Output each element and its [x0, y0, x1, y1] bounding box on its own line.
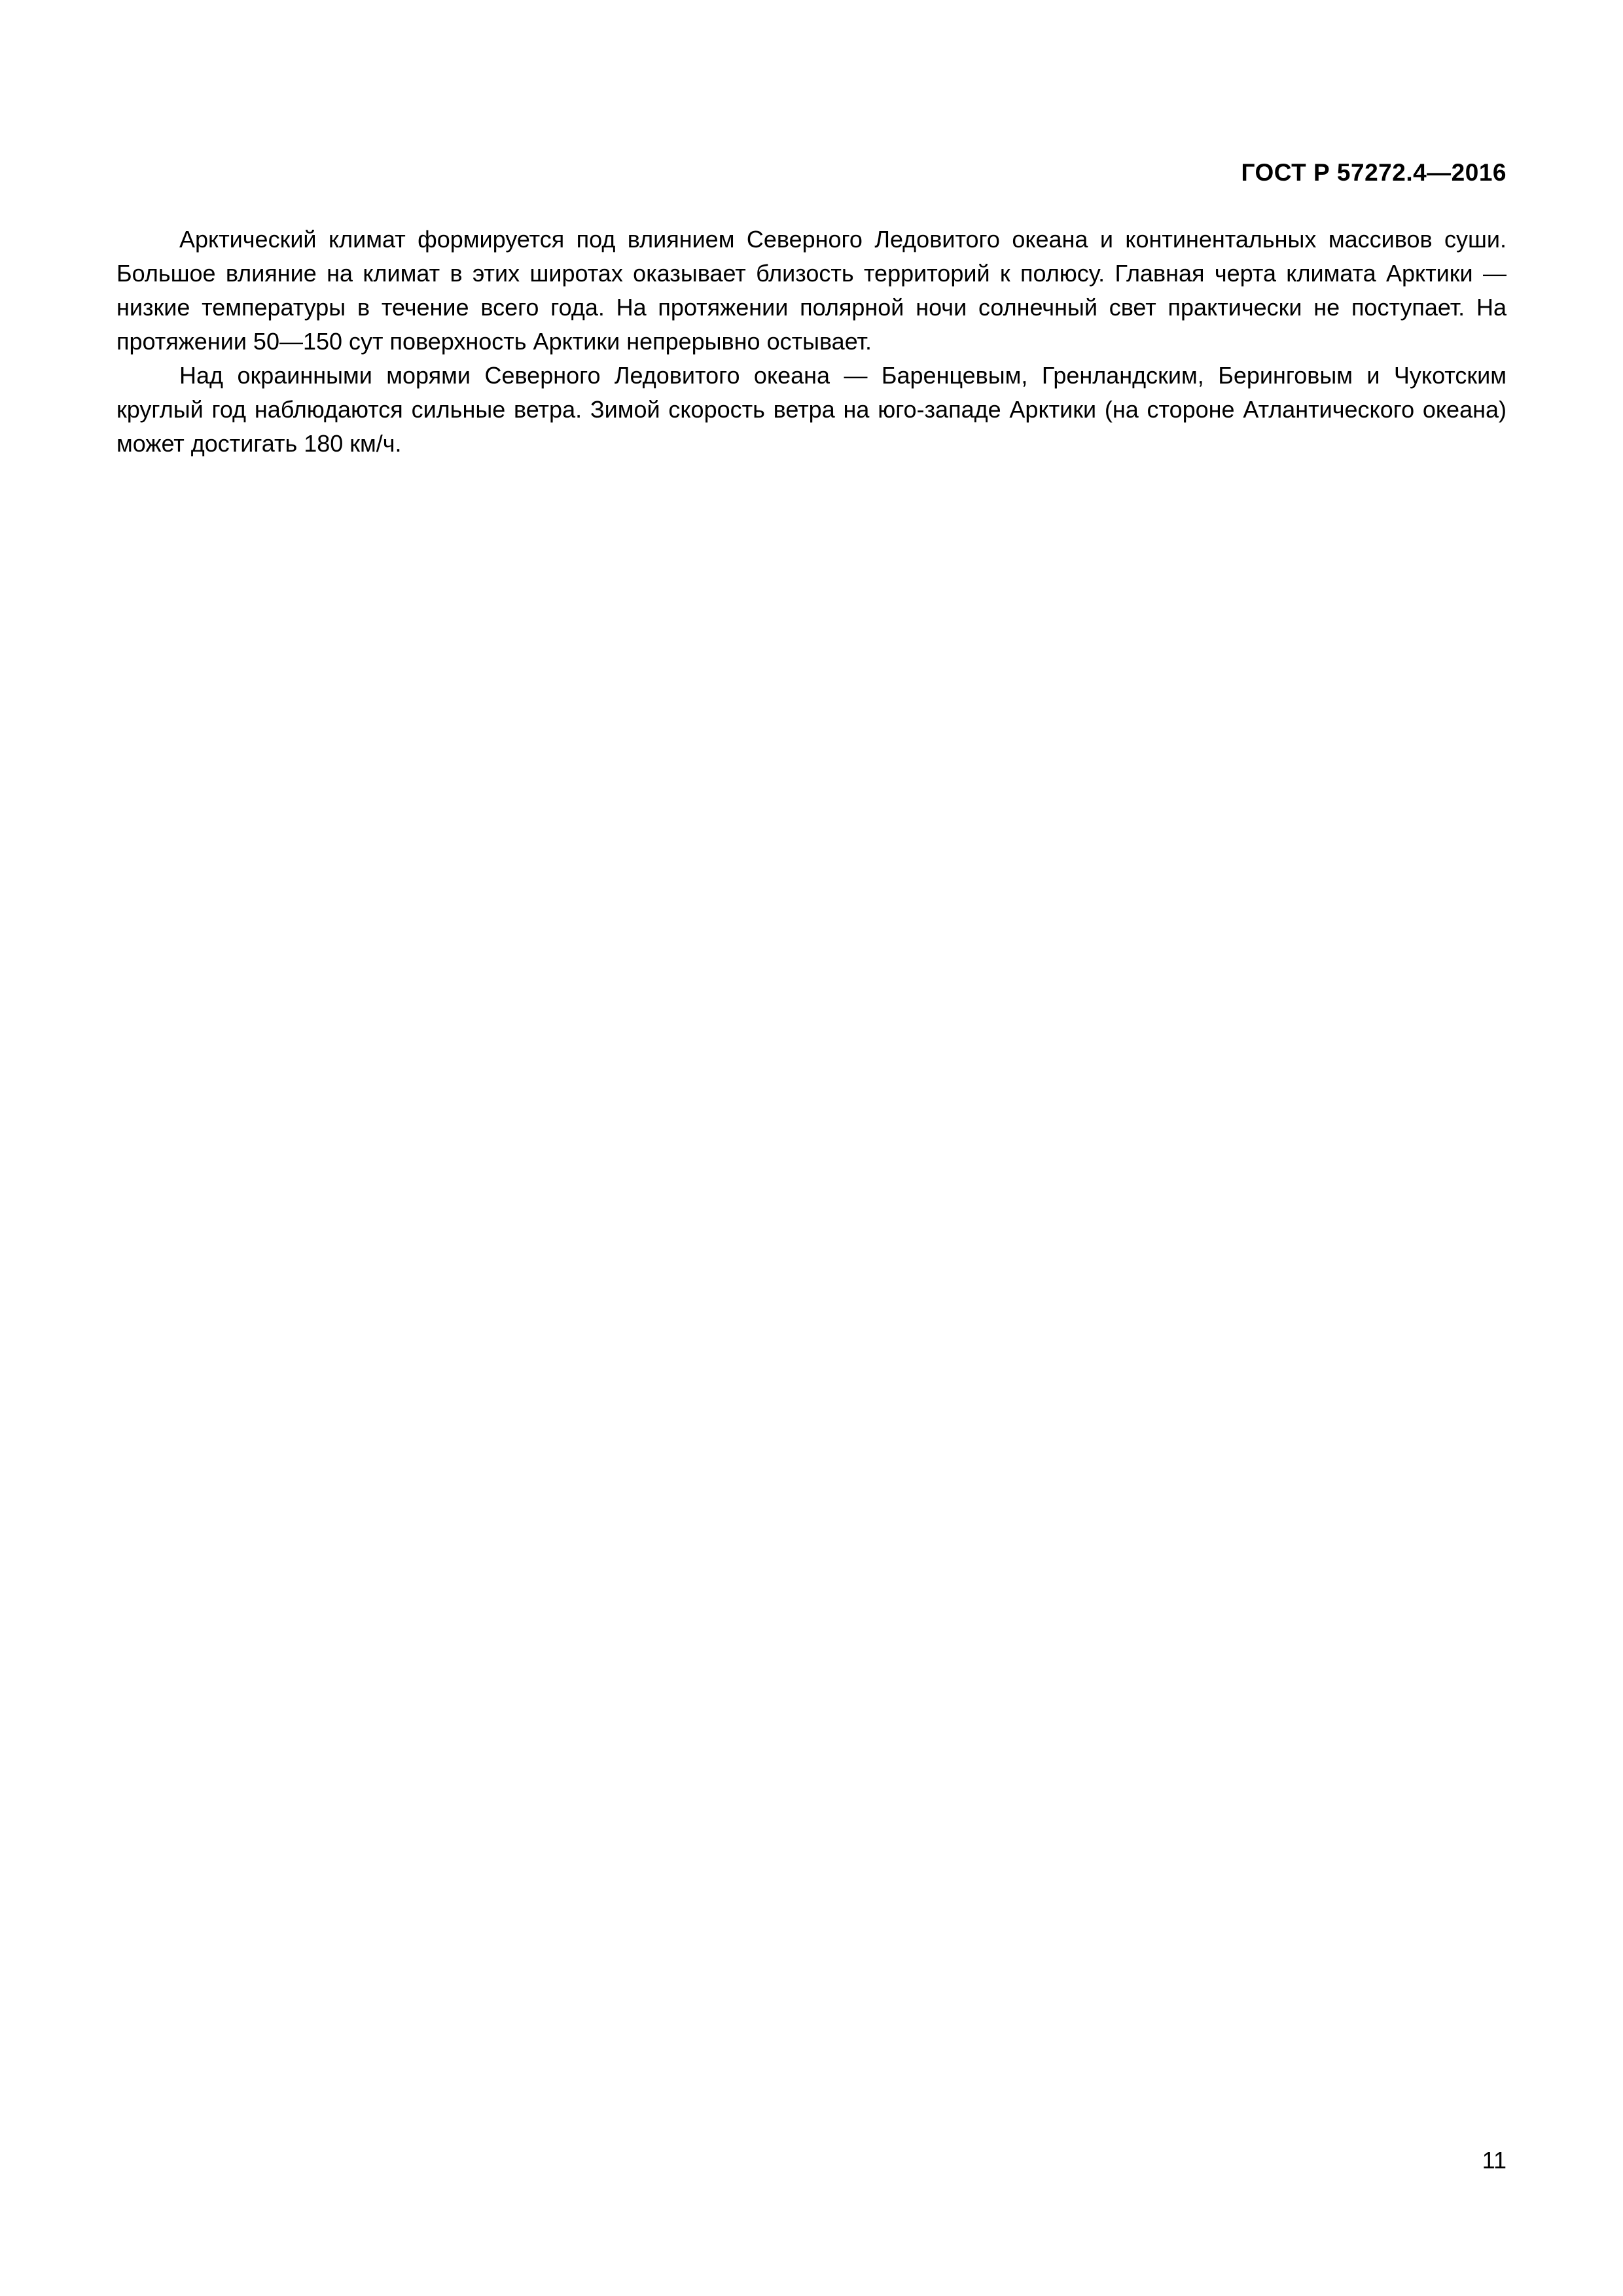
page-header-standard-number: ГОСТ Р 57272.4—2016 — [1241, 159, 1507, 186]
paragraph-marginal-seas-winds: Над окраинными морями Северного Ледовитого океана — Баренцевым, Гренландским, Беринговым и Чукотским круглый год наблюдаются сильные ветра. Зимой скорость ветра на юго-западе Арктики (на стороне Атлантического океана) может достигать 180 км/ч. — [116, 362, 1507, 457]
page-number: 11 — [1482, 2147, 1507, 2174]
page-body — [116, 223, 1507, 461]
paragraph-arctic-climate: Арктический климат формируется под влиянием Северного Ледовитого океана и континентальных массивов суши. Большое влияние на климат в этих широтах оказывает близость территорий к полюсу. Главная черта климата Арктики — низкие температуры в течение всего года. На протяжении полярной ночи солнечный свет практически не поступает. На протяжении 50—150 сут поверхность Арктики непрерывно остывает. — [116, 226, 1507, 355]
